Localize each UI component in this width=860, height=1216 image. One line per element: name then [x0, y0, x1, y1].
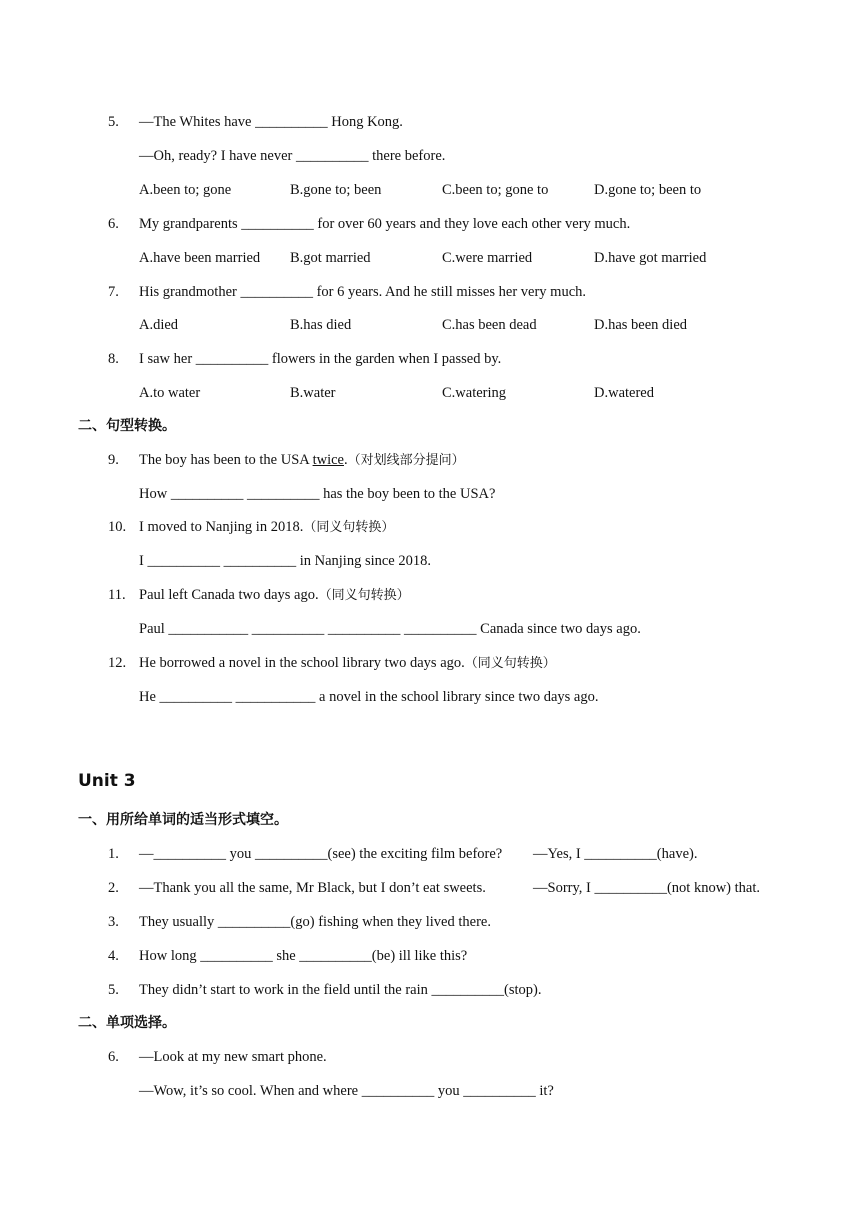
question-stem	[139, 653, 556, 674]
question-number: 1.	[108, 846, 119, 862]
option-d: D.gone to; been to	[594, 182, 702, 198]
section-heading: 二、句型转换。	[78, 418, 176, 434]
option-c: C.been to; gone to	[442, 182, 549, 198]
question-stem-reply: —Oh, ready? I have never __________ there before.	[139, 148, 446, 164]
question-text: —Thank you all the same, Mr Black, but I don’t eat sweets.	[139, 880, 486, 896]
option-d: D.have got married	[594, 250, 707, 266]
question-number: 11.	[108, 587, 126, 603]
option-a: A.to water	[139, 385, 201, 401]
option-b: B.got married	[290, 250, 371, 266]
instruction-note: （同义句转换）	[303, 520, 395, 535]
answer-line: Paul ___________ __________ __________ __________ Canada since two days ago.	[139, 621, 641, 637]
question-number: 6.	[108, 216, 119, 232]
question-text: How long __________ she __________(be) ill like this?	[139, 948, 468, 964]
question-number: 8.	[108, 351, 119, 367]
instruction-note: （对划线部分提问）	[347, 453, 465, 468]
question-stem: My grandparents __________ for over 60 years and they love each other very much.	[139, 216, 631, 232]
instruction-note: （同义句转换）	[318, 588, 410, 603]
option-c: C.watering	[442, 385, 507, 401]
question-number: 5.	[108, 982, 119, 998]
question-reply: —Wow, it’s so cool. When and where __________ you __________ it?	[139, 1083, 554, 1099]
option-d: D.watered	[594, 385, 654, 401]
answer-line: He __________ ___________ a novel in the school library since two days ago.	[139, 689, 599, 705]
option-a: A.have been married	[139, 250, 261, 266]
question-stem: I saw her __________ flowers in the garden when I passed by.	[139, 351, 502, 367]
option-d: D.has been died	[594, 317, 688, 333]
stem-text: He borrowed a novel in the school library two days ago.	[139, 655, 465, 671]
question-text: —__________ you __________(see) the exciting film before?	[139, 846, 503, 862]
stem-text: Paul left Canada two days ago.	[139, 587, 319, 603]
question-stem	[139, 517, 394, 538]
question-reply: —Yes, I __________(have).	[533, 846, 698, 862]
question-stem	[139, 450, 465, 471]
stem-text: The boy has been to the USA	[139, 452, 313, 468]
stem-text: I moved to Nanjing in 2018.	[139, 519, 304, 535]
question-text: They usually __________(go) fishing when they lived there.	[139, 914, 491, 930]
question-stem: —The Whites have __________ Hong Kong.	[139, 114, 403, 130]
section-heading: 一、用所给单词的适当形式填空。	[78, 812, 288, 828]
option-c: C.has been dead	[442, 317, 537, 333]
question-number: 5.	[108, 114, 119, 130]
unit-title: Unit 3	[78, 771, 136, 791]
question-number: 3.	[108, 914, 119, 930]
question-text: They didn’t start to work in the field until the rain __________(stop).	[139, 982, 542, 998]
question-text: —Look at my new smart phone.	[139, 1049, 327, 1065]
answer-line: How __________ __________ has the boy been to the USA?	[139, 486, 496, 502]
question-number: 10.	[108, 519, 127, 535]
instruction-note: （同义句转换）	[464, 656, 556, 671]
section-heading: 二、单项选择。	[78, 1015, 176, 1031]
stem-text-end: .	[343, 452, 348, 468]
question-number: 7.	[108, 284, 119, 300]
underlined-word: twice	[312, 452, 344, 468]
question-number: 2.	[108, 880, 119, 896]
answer-line: I __________ __________ in Nanjing since 2018.	[139, 553, 431, 569]
option-b: B.gone to; been	[290, 182, 382, 198]
question-number: 12.	[108, 655, 127, 671]
option-b: B.has died	[290, 317, 352, 333]
option-c: C.were married	[442, 250, 533, 266]
question-stem	[139, 585, 410, 606]
question-number: 4.	[108, 948, 119, 964]
option-b: B.water	[290, 385, 336, 401]
question-stem: His grandmother __________ for 6 years. And he still misses her very much.	[139, 284, 587, 300]
question-reply: —Sorry, I __________(not know) that.	[533, 880, 761, 896]
option-a: A.died	[139, 317, 179, 333]
question-number: 6.	[108, 1049, 119, 1065]
question-number: 9.	[108, 452, 119, 468]
option-a: A.been to; gone	[139, 182, 232, 198]
